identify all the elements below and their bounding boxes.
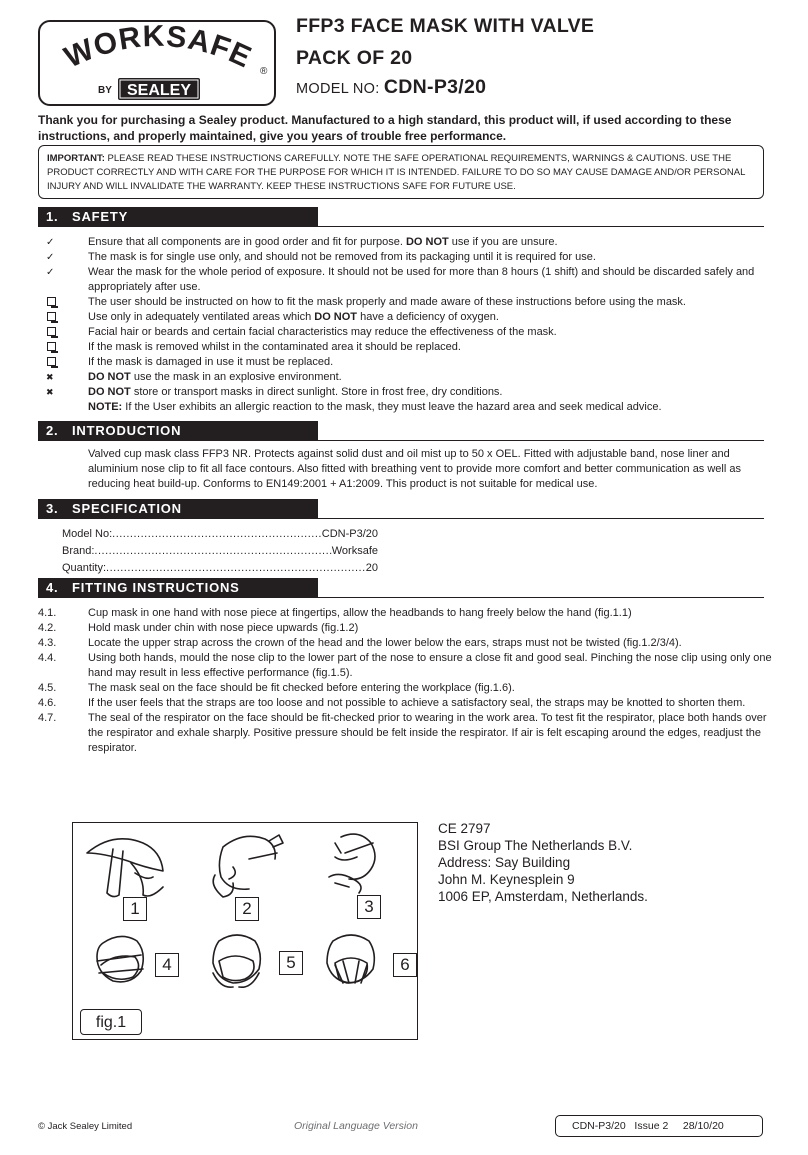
list-item: ✖ DO NOT use the mask in an explosive environment. [46,371,342,383]
list-item: Facial hair or beards and certain facial characteristics may reduce the effectiveness of the mask. [46,325,776,340]
figure-label: fig.1 [80,1009,142,1035]
fitting-illustrations [73,823,417,1039]
checkbox-icon [46,295,88,310]
logo-graphic [40,22,276,106]
address-line: BSI Group The Netherlands B.V. [438,838,633,853]
cross-icon: ✖ [46,387,54,397]
list-item: ✓ Ensure that all components are in good order and fit for purpose. DO NOT use if you are unsure. [46,236,558,248]
fig3-head-illustration [329,834,375,893]
language-version: Original Language Version [294,1120,418,1132]
check-icon: ✓ [46,237,55,248]
address-line: Address: Say Building [438,855,571,870]
step-item: 4.2. Hold mask under chin with nose piece upwards (fig.1.2) [38,622,359,634]
pack-size: PACK OF 20 [296,47,413,69]
list-item: If the mask is damaged in use it must be replaced. [46,355,776,370]
figure-number: 3 [357,895,381,919]
list-item: ✓ Wear the mask for the whole period of exposure. It should not be used for more than 8 hours (1 shift) and should be discarded safely and appropriately after use. [46,266,755,293]
address-line: CE 2797 [438,821,491,836]
checkbox-icon [46,355,88,370]
list-item: Use only in adequately ventilated areas which DO NOT have a deficiency of oxygen. [46,310,776,325]
model-number: CDN-P3/20 [383,76,487,98]
figure-number: 1 [123,897,147,921]
important-notice [38,145,764,199]
checkbox-icon [46,310,88,325]
list-item: ✖ DO NOT store or transport masks in direct sunlight. Store in frost free, dry conditions. [46,386,503,398]
fig5-head-illustration [213,935,260,987]
checkbox-icon [46,340,88,355]
worksafe-logo [38,20,276,106]
figure-number: 4 [155,953,179,977]
list-item: If the mask is removed whilst in the contaminated area it should be replaced. [46,340,776,355]
logo-by-text: BY [98,85,112,96]
list-item: ✓ The mask is for single use only, and should not be removed from its packaging until it is required for use. [46,251,596,263]
check-icon: ✓ [46,252,55,263]
important-text: PLEASE READ THESE INSTRUCTIONS CAREFULLY. NOTE THE SAFE OPERATIONAL REQUIREMENTS, WARNINGS & CAUTIONS. USE THE PRODUCT CORRECTLY AND WITH CARE FOR THE PURPOSE FOR WHICH IT IS INTENDED. FAILURE TO DO SO MAY CAUSE DAMAGE AND/OR PERSONAL INJURY AND WILL INVALIDATE THE WARRANTY. KEEP THESE INSTRUCTIONS SAFE FOR FUTURE USE. [47,153,746,192]
product-title: FFP3 FACE MASK WITH VALVE [296,15,595,37]
fig4-head-illustration [97,936,143,981]
registered-mark: ® [260,66,268,77]
model-label: MODEL NO: [296,81,384,97]
section-header-safety [38,207,318,227]
figure-number: 2 [235,897,259,921]
logo-maker-text: SEALEY [126,82,192,99]
figure-number: 5 [279,951,303,975]
model-number-line [296,76,486,99]
specification-table [62,526,378,577]
spec-row: Quantity: ..... 20 [62,560,378,577]
thank-you-text: Thank you for purchasing a Sealey product. Manufactured to a high standard, this product will, if used according to these instructions, and properly maintained, give you years of trouble free performance. [38,113,732,143]
fig1-hand-mask-illustration [87,839,163,897]
step-item: 4.7. The seal of the respirator on the face should be fit-checked prior to wearing in the work area. To test fit the respirator, place both hands over the respirator and exhale sharply. Positive pressure should be felt inside the respirator. If air is felt escaping around the edges, readjust the respirator. [38,712,767,754]
figure-number: 6 [393,953,417,977]
fig6-head-illustration [327,935,374,983]
cross-icon: ✖ [46,372,54,382]
fitting-figure [72,822,418,1040]
section-title: SAFETY [72,209,129,224]
logo-brand-text: WORKSAFE [59,22,257,75]
step-item: 4.3. Locate the upper strap across the crown of the head and the lower below the ears, straps must not be twisted (fig.1.2/3/4). [38,637,682,649]
certification-address [438,820,648,905]
safety-list [46,235,776,415]
list-item: NOTE: If the User exhibits an allergic reaction to the mask, they must leave the hazard area and seek medical advice. [88,401,662,413]
spec-row: Model No: ..... CDN-P3/20 [62,526,378,543]
section-header-fitting: 4. FITTING INSTRUCTIONS [38,578,318,598]
spec-row: Brand: ..... Worksafe [62,543,378,560]
document-reference: CDN-P3/20 Issue 2 28/10/20 [555,1115,763,1137]
copyright: © Jack Sealey Limited [38,1121,133,1132]
section-header-introduction: 2. INTRODUCTION [38,421,318,441]
important-label: IMPORTANT: [47,153,105,164]
fitting-steps [38,606,772,756]
step-item: 4.5. The mask seal on the face should be fit checked before entering the workplace (fig.1.6). [38,682,515,694]
checkbox-icon [46,325,88,340]
section-header-specification: 3. SPECIFICATION [38,499,318,519]
step-item: 4.1. Cup mask in one hand with nose piece at fingertips, allow the headbands to hang freely below the hand (fig.1.1) [38,607,632,619]
introduction-text: Valved cup mask class FFP3 NR. Protects against solid dust and oil mist up to 50 x OEL. Fitted with adjustable band, nose liner and aluminium nose clip to fit all face contours. Also fitted with breathing vent to provide more comfort and better communication as well as reducing heat build-up. Conforms to EN149:2001 + A1:2009. This product is not suitable for medical use. [88,448,741,490]
step-item: 4.4. Using both hands, mould the nose clip to the lower part of the nose to ensure a close fit and good seal. Pinching the nose clip using only one hand may result in less effective performance (fig.1.5). [38,652,772,679]
check-icon: ✓ [46,267,55,278]
step-item: 4.6. If the user feels that the straps are too loose and not possible to achieve a satisfactory seal, the straps may be knotted to shorten them. [38,697,746,709]
address-line: 1006 EP, Amsterdam, Netherlands. [438,889,648,904]
fig2-head-illustration [213,835,283,897]
address-line: John M. Keynesplein 9 [438,872,575,887]
section-number: 1. [46,209,59,224]
list-item: The user should be instructed on how to fit the mask properly and made aware of these instructions before using the mask. [46,295,776,310]
